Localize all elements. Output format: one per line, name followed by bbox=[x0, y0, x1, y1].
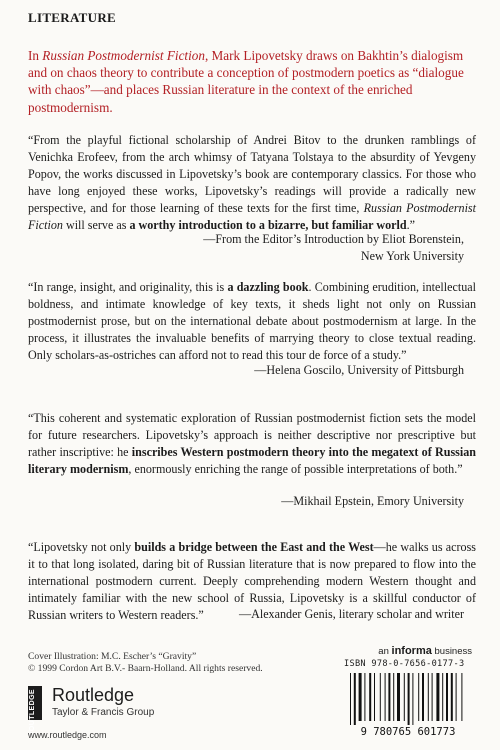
barcode-bar bbox=[451, 673, 453, 721]
informa-text: business bbox=[431, 646, 472, 657]
quote-text: “In range, insight, and originality, this is bbox=[28, 280, 228, 294]
barcode-bar bbox=[350, 673, 351, 725]
review-quote-2 bbox=[28, 279, 476, 364]
quote-text: “Lipovetsky not only bbox=[28, 540, 135, 554]
informa-business-label bbox=[378, 645, 472, 657]
quote-highlight: a dazzling book bbox=[227, 280, 309, 294]
barcode-bar bbox=[412, 673, 413, 725]
barcode-bar bbox=[388, 673, 390, 721]
barcode-bar bbox=[393, 673, 394, 721]
quote-text: .” bbox=[406, 217, 415, 232]
routledge-logo-icon bbox=[28, 686, 42, 737]
review-attribution-1 bbox=[64, 231, 464, 265]
barcode-bar bbox=[442, 673, 443, 721]
barcode-bar bbox=[380, 673, 381, 721]
book-blurb bbox=[28, 47, 468, 116]
quote-text: —he walks us across it to that long isolated, daring bit of Russian literature that is now prepared to flow into the international postmodern current. Deeply comprehending modern Western thought and intimately familiar with the new school of Russia, Lipovetsky is a skillful conductor of Russian writers to Western readers.” bbox=[28, 540, 476, 622]
quote-highlight: inscribes Western postmodern theory into the megatext of Russian literary modernism bbox=[28, 444, 476, 476]
quote-text: “This coherent and systematic exploration of Russian postmodernist fiction sets the model for future researchers. Lipovetsky’s approach is neither descriptive nor prescriptive but rather inscriptive: he bbox=[28, 411, 476, 459]
barcode-bar bbox=[404, 673, 405, 721]
barcode-bar bbox=[428, 673, 429, 721]
blurb-book-title: Russian Postmodernist Fiction bbox=[42, 48, 205, 63]
barcode-bar bbox=[461, 673, 462, 721]
quote-highlight: builds a bridge between the East and the West bbox=[134, 540, 374, 554]
category-label: LITERATURE bbox=[28, 10, 117, 25]
quote-text: , enormously enriching the range of possible interpretations of both.” bbox=[128, 461, 463, 476]
publisher-website: www.routledge.com bbox=[28, 730, 107, 740]
review-attribution-4: —Alexander Genis, literary scholar and writer bbox=[239, 607, 464, 621]
attribution-line: New York University bbox=[360, 248, 464, 263]
review-attribution-3: —Mikhail Epstein, Emory University bbox=[281, 494, 464, 508]
cover-illustration-credit: Cover Illustration: M.C. Escher’s “Gravity” bbox=[28, 651, 197, 662]
barcode-bar bbox=[432, 673, 433, 721]
barcode bbox=[344, 673, 472, 737]
informa-text: an bbox=[378, 646, 392, 657]
barcode-bar bbox=[369, 673, 371, 721]
barcode-bar bbox=[446, 673, 448, 721]
barcode-bar bbox=[397, 673, 400, 721]
barcode-bar bbox=[364, 673, 365, 721]
barcode-bar bbox=[385, 673, 386, 721]
barcode-bar bbox=[408, 673, 410, 725]
barcode-bar bbox=[359, 673, 362, 721]
copyright-notice: © 1999 Cordon Art B.V.- Baarn-Holland. All rights reserved. bbox=[28, 663, 263, 674]
quote-text: . Combining erudition, intellectual boldness, and intimate knowledge of key texts, it sheds light not only on Russian postmodernist prose, but on the international debate about postmodernism at large. In the process, it illustrates the invaluable benefits of marrying theory to close textual reading. Only scholars-as-ostriches can afford not to read this tour de force of a study.” bbox=[28, 280, 477, 362]
quote-highlight: a worthy introduction to a bizarre, but familiar world bbox=[129, 217, 407, 232]
barcode-bar bbox=[418, 673, 419, 721]
publisher-mark-text: ROUTLEDGE bbox=[29, 689, 36, 737]
cover-credits bbox=[28, 651, 263, 675]
isbn-text: ISBN 978-0-7656-0177-3 bbox=[344, 659, 465, 669]
blurb-intro: In bbox=[28, 48, 43, 63]
review-quote-1 bbox=[28, 132, 476, 233]
quote-text: “From the playful fictional scholarship of Andrei Bitov to the drunken ramblings of Venichka Erofeev, from the arch whimsy of Tatyana Tolstaya to the absurdity of Yevgeny Popov, the works discussed in Lipovetsky’s book are contemporary classics. For those who have long enjoyed these works, Lipovetsky’s readings will provide a radically new perspective, and for those learning of these texts for the first time, bbox=[28, 133, 476, 215]
attribution-line: —From the Editor’s Introduction by Eliot Borenstein, bbox=[203, 232, 464, 246]
informa-brand: informa bbox=[391, 645, 432, 657]
barcode-bar bbox=[374, 673, 375, 721]
publisher-name: Routledge bbox=[52, 685, 135, 705]
quote-book-title: Russian Postmodernist Fiction bbox=[28, 200, 476, 232]
review-quote-3 bbox=[28, 410, 476, 478]
blurb-text: , Mark Lipovetsky draws on Bakhtin’s dialogism and on chaos theory to contribute a conception of postmodern poetics as “dialogue with chaos”—and places Russian literature in the context of the enriched postmodernism. bbox=[28, 48, 464, 115]
publisher-group: Taylor & Francis Group bbox=[52, 707, 155, 718]
barcode-bar bbox=[436, 673, 439, 721]
barcode-bar bbox=[422, 673, 424, 721]
barcode-bar bbox=[354, 673, 356, 725]
barcode-icon bbox=[350, 673, 462, 725]
barcode-digits: 9 780765 601773 bbox=[360, 726, 456, 737]
review-attribution-2: —Helena Goscilo, University of Pittsburgh bbox=[254, 363, 464, 377]
barcode-bar bbox=[456, 673, 457, 721]
quote-text: will serve as bbox=[62, 217, 130, 232]
